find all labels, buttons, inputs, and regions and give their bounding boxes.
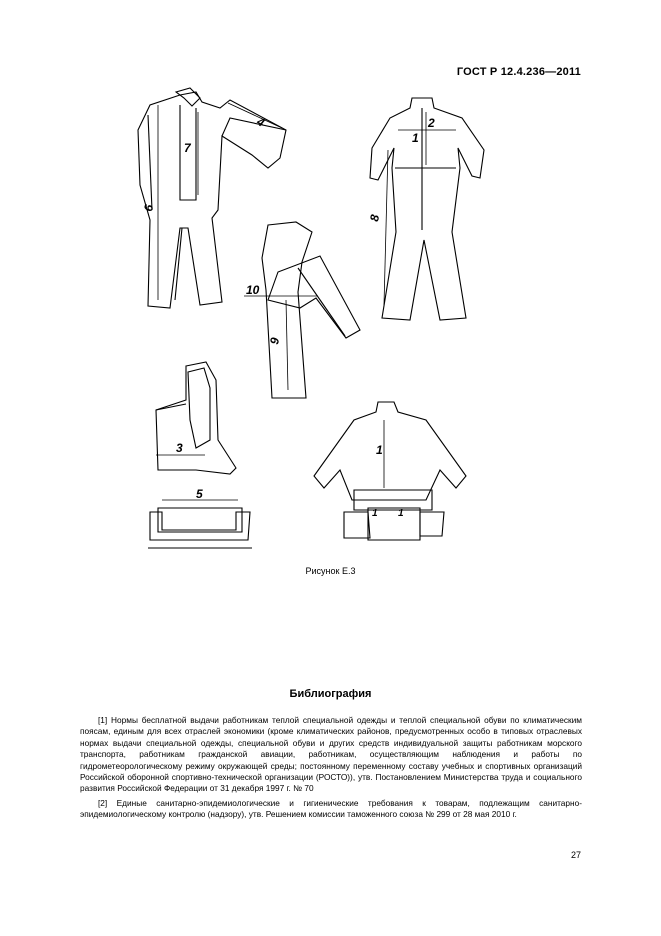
label-4: 4 <box>254 114 268 130</box>
label-2: 2 <box>428 116 435 130</box>
waistband-detail-drawing <box>148 500 252 548</box>
jacket-back-drawing <box>314 402 466 540</box>
page-number: 27 <box>570 850 581 860</box>
label-1-bottom-a: 1 <box>372 508 378 519</box>
back-overall-drawing <box>370 98 484 320</box>
label-10: 10 <box>246 283 260 297</box>
label-9: 9 <box>267 336 283 346</box>
figure-caption: Рисунок Е.3 <box>305 566 356 576</box>
label-6: 6 <box>141 203 157 213</box>
label-7: 7 <box>184 141 191 155</box>
collar-detail-drawing <box>156 362 236 474</box>
bibliography-item: [2] Единые санитарно-эпидемиологические и гигиенические требования к товарам, подлежащим санитарно-эпидемиологическому контролю (надзору), утв. Решением комиссии таможенного союза № 299 от 28 мая 2010 г. <box>80 797 582 820</box>
label-1-bottom-b: 1 <box>398 508 404 519</box>
label-3: 3 <box>176 441 183 455</box>
bibliography-list <box>80 715 582 824</box>
label-1-back: 1 <box>412 131 419 145</box>
label-1-jacket: 1 <box>376 443 383 457</box>
label-8: 8 <box>367 213 383 223</box>
bibliography-item: [1] Нормы бесплатной выдачи работникам теплой специальной одежды и теплой специальной обуви по климатическим поясам, единым для всех отраслей экономики (кроме климатических районов, предусмотренных особо в типовых отраслевых нормах выдачи специальной одежды, специальной обуви и других средств индивидуальной защиты работникам морского транспорта, работникам гражданской авиации, работникам, осуществляющим наблюдения и работы по гидрометеорологическому режиму окружающей среды; постоянному переменному составу учебных и спортивных организаций Российской оборонной спортивно-технической организации (РОСТО)), утв. Постановлением Министерства труда и социального развития Российской Федерации от 31 декабря 1997 г. № 70 <box>80 715 582 794</box>
label-5: 5 <box>196 487 203 501</box>
leg-detail-drawing <box>244 222 360 398</box>
standard-header: ГОСТ Р 12.4.236—2011 <box>456 66 581 78</box>
bibliography-title: Библиография <box>289 688 372 700</box>
